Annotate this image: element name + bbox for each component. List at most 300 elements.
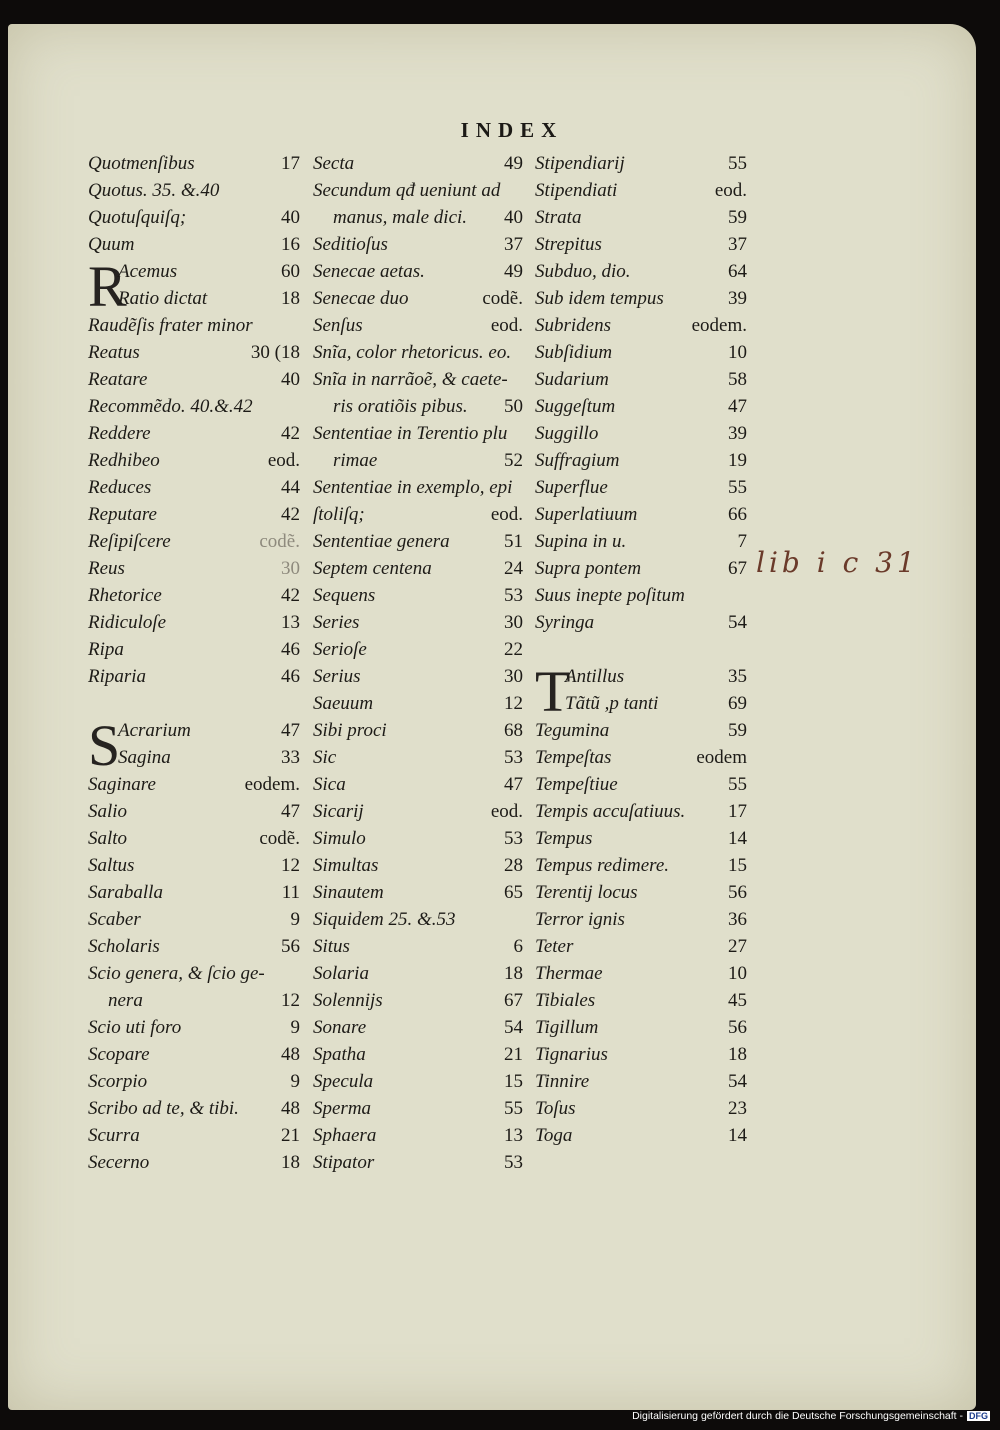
page-reference: 14: [728, 1125, 747, 1146]
page-reference: 21: [504, 1044, 523, 1065]
index-entry: [88, 393, 300, 420]
index-term: Saltus: [88, 855, 135, 876]
page-reference: 42: [281, 423, 300, 444]
page-reference: 33: [281, 747, 300, 768]
index-entry: [313, 987, 523, 1014]
page-reference: 37: [728, 234, 747, 255]
index-entry: [88, 1014, 300, 1041]
index-term: Sphaera: [313, 1125, 377, 1146]
index-term: Tempis accuſatiuus.: [535, 801, 686, 822]
index-term: Teter: [535, 936, 574, 957]
index-term: Rhetorice: [88, 585, 162, 606]
page-reference: 59: [728, 720, 747, 741]
index-term: Ratio dictat: [118, 288, 208, 309]
index-term: Spatha: [313, 1044, 366, 1065]
index-term: Stipendiarij: [535, 153, 625, 174]
index-term: Supina in u.: [535, 531, 627, 552]
index-entry: [535, 393, 747, 420]
index-entry: [313, 1095, 523, 1122]
index-entry: [88, 501, 300, 528]
index-entry: [88, 1068, 300, 1095]
page-reference: 28: [504, 855, 523, 876]
index-column-1: [88, 150, 300, 1176]
index-entry: [313, 717, 523, 744]
page-reference: 53: [504, 747, 523, 768]
index-term: Specula: [313, 1071, 374, 1092]
page-reference: 16: [281, 234, 300, 255]
index-term: Suggeſtum: [535, 396, 616, 417]
page-reference: 59: [728, 207, 747, 228]
index-entry: [88, 636, 300, 663]
index-term: Senecae duo: [313, 288, 409, 309]
index-entry: [118, 285, 300, 312]
index-term: Tignarius: [535, 1044, 608, 1065]
page-reference: 30 (18: [250, 342, 300, 363]
index-entry: [535, 906, 747, 933]
index-term: Saginare: [88, 774, 156, 795]
index-entry: [313, 555, 523, 582]
index-entry: [535, 1095, 747, 1122]
index-entry: [535, 1014, 747, 1041]
index-entry: [88, 528, 300, 555]
page-reference: 64: [728, 261, 747, 282]
index-term: Quotuſquiſq;: [88, 207, 187, 228]
page-reference: 55: [504, 1098, 523, 1119]
index-term: Tinnire: [535, 1071, 590, 1092]
index-column-3: [535, 150, 747, 1149]
index-entry: [313, 636, 523, 663]
index-term: Siquidem 25. &.53: [313, 909, 456, 930]
page-reference: eodem.: [691, 315, 747, 336]
index-term: Suus inepte poſitum: [535, 585, 685, 606]
index-term: Secerno: [88, 1152, 150, 1173]
index-term: Simulo: [313, 828, 366, 849]
index-entry: [535, 717, 747, 744]
index-entry: [88, 474, 300, 501]
page-reference: 11: [281, 882, 300, 903]
index-term: Antillus: [565, 666, 625, 687]
page-reference: 40: [281, 369, 300, 390]
index-term: Sententiae genera: [313, 531, 450, 552]
page-reference: 58: [728, 369, 747, 390]
index-term: Reatare: [88, 369, 148, 390]
page-reference: 46: [281, 666, 300, 687]
index-term: Reddere: [88, 423, 151, 444]
drop-cap-letter: T: [535, 659, 571, 724]
index-term: Quotmenſibus: [88, 153, 195, 174]
page-reference: 12: [281, 990, 300, 1011]
page-reference: 17: [281, 153, 300, 174]
page-reference: 55: [728, 153, 747, 174]
index-term: ris oratiõis pibus.: [333, 396, 468, 417]
index-entry: [118, 744, 300, 771]
index-entry: [313, 420, 523, 447]
index-entry: [313, 150, 523, 177]
page-reference: 53: [504, 585, 523, 606]
index-term: Sententiae in Terentio plu: [313, 423, 508, 444]
index-entry: [313, 1014, 523, 1041]
page-reference: 48: [281, 1044, 300, 1065]
page-reference: 42: [281, 504, 300, 525]
index-term: Scio uti foro: [88, 1017, 182, 1038]
index-term: Reduces: [88, 477, 152, 498]
index-entry: [535, 258, 747, 285]
index-entry: [535, 366, 747, 393]
index-entry: [313, 366, 523, 393]
drop-cap-block-r: [88, 254, 300, 319]
drop-cap-block-t: [535, 659, 747, 724]
drop-cap-letter: R: [88, 254, 127, 319]
index-term: Secundum qđ ueniunt ad: [313, 180, 501, 201]
page-reference: 54: [504, 1017, 523, 1038]
index-term: Sudarium: [535, 369, 609, 390]
page-reference: 27: [728, 936, 747, 957]
page-reference: eod.: [714, 180, 747, 201]
page-reference: 48: [281, 1098, 300, 1119]
index-term: Raudẽſis frater minor: [88, 315, 253, 336]
index-entry: [535, 609, 747, 636]
index-entry: [88, 420, 300, 447]
index-term: rimae: [333, 450, 378, 471]
index-entry: [565, 690, 747, 717]
page-reference: 46: [281, 639, 300, 660]
index-entry: [88, 798, 300, 825]
index-entry: [88, 150, 300, 177]
index-term: Strepitus: [535, 234, 602, 255]
dfg-logo: DFG: [969, 1411, 988, 1421]
index-entry: [313, 798, 523, 825]
page-reference: 7: [737, 531, 747, 552]
index-term: Tibiales: [535, 990, 596, 1011]
index-term: Sibi proci: [313, 720, 387, 741]
page-reference: 45: [728, 990, 747, 1011]
page-reference: eod.: [490, 315, 523, 336]
page-reference: 54: [728, 612, 747, 633]
index-entry: [535, 825, 747, 852]
index-term: manus, male dici.: [333, 207, 468, 228]
index-entry: [88, 555, 300, 582]
index-entry: [313, 204, 523, 231]
index-term: Stipendiati: [535, 180, 618, 201]
page-reference: 67: [728, 558, 747, 579]
page-reference: 12: [504, 693, 523, 714]
page-reference: 9: [290, 1071, 300, 1092]
page-reference: 12: [281, 855, 300, 876]
index-term: Subſidium: [535, 342, 613, 363]
index-entry: [535, 528, 747, 555]
index-term: Sic: [313, 747, 337, 768]
page-reference: 50: [504, 396, 523, 417]
page-reference: 53: [504, 1152, 523, 1173]
index-term: Sonare: [313, 1017, 367, 1038]
index-entry: [118, 717, 300, 744]
handwritten-margin-note: lib i c 31: [756, 546, 919, 579]
page-reference: 15: [504, 1071, 523, 1092]
index-entry: [535, 339, 747, 366]
page-reference: 37: [504, 234, 523, 255]
index-entry: [313, 177, 523, 204]
index-term: Suggillo: [535, 423, 599, 444]
page-reference: 39: [728, 423, 747, 444]
index-term: Reſipiſcere: [88, 531, 171, 552]
index-entry: [88, 1149, 300, 1176]
page-reference: 39: [728, 288, 747, 309]
index-entry: [313, 1122, 523, 1149]
page-reference: 69: [728, 693, 747, 714]
index-entry: [535, 798, 747, 825]
page-reference: 55: [728, 774, 747, 795]
index-entry: [313, 258, 523, 285]
page-reference: 53: [504, 828, 523, 849]
page-reference: 44: [281, 477, 300, 498]
index-entry: [313, 771, 523, 798]
index-entry: [535, 879, 747, 906]
page-reference: 30: [281, 558, 300, 579]
index-term: Subridens: [535, 315, 611, 336]
index-term: Stipator: [313, 1152, 375, 1173]
page-reference: 18: [728, 1044, 747, 1065]
index-column-2: [313, 150, 523, 1176]
index-entry: [313, 690, 523, 717]
index-term: Series: [313, 612, 360, 633]
page-reference: 54: [728, 1071, 747, 1092]
index-entry: [535, 852, 747, 879]
index-entry: [88, 771, 300, 798]
page-reference: 49: [504, 261, 523, 282]
page-reference: 18: [504, 963, 523, 984]
index-term: Serius: [313, 666, 361, 687]
index-term: Reus: [88, 558, 125, 579]
index-entry: [88, 609, 300, 636]
footer-text: Digitalisierung gefördert durch die Deutsche Forschungsgemeinschaft -: [632, 1410, 963, 1422]
page-reference: 65: [504, 882, 523, 903]
index-entry: [88, 312, 300, 339]
index-entry: [313, 744, 523, 771]
page-reference: 30: [504, 612, 523, 633]
index-entry: [535, 987, 747, 1014]
index-term: ſtoliſq;: [313, 504, 365, 525]
page-reference: 9: [290, 909, 300, 930]
index-term: Senſus: [313, 315, 363, 336]
page-reference: eodem.: [244, 774, 300, 795]
drop-cap-letter: S: [88, 713, 121, 778]
index-term: Ridiculoſe: [88, 612, 167, 633]
index-entry: [313, 825, 523, 852]
page-reference: codẽ.: [482, 288, 523, 309]
index-entry: [535, 285, 747, 312]
index-entry: [313, 528, 523, 555]
index-entry: [313, 339, 523, 366]
page-reference: 47: [728, 396, 747, 417]
page-reference: 68: [504, 720, 523, 741]
drop-cap-block-s: [88, 713, 300, 778]
index-term: Septem centena: [313, 558, 432, 579]
index-entry: [535, 933, 747, 960]
page-reference: 18: [281, 288, 300, 309]
index-entry: [88, 987, 300, 1014]
index-entry: [88, 366, 300, 393]
index-entry: [313, 582, 523, 609]
index-entry: [313, 447, 523, 474]
index-term: Sicarij: [313, 801, 364, 822]
page-reference: 67: [504, 990, 523, 1011]
index-term: Toſus: [535, 1098, 576, 1119]
page-reference: 24: [504, 558, 523, 579]
page-reference: 6: [513, 936, 523, 957]
index-term: Sperma: [313, 1098, 372, 1119]
index-term: Simultas: [313, 855, 379, 876]
page-reference: 22: [504, 639, 523, 660]
index-term: Tempus redimere.: [535, 855, 670, 876]
index-term: Acemus: [118, 261, 178, 282]
index-entry: [535, 771, 747, 798]
index-entry: [535, 1041, 747, 1068]
page-reference: 56: [281, 936, 300, 957]
index-entry: [88, 960, 300, 987]
index-term: Situs: [313, 936, 350, 957]
page-reference: 15: [728, 855, 747, 876]
index-entry: [565, 663, 747, 690]
index-term: Scribo ad te, & tibi.: [88, 1098, 239, 1119]
index-term: Thermae: [535, 963, 603, 984]
index-term: Sententiae in exemplo, epi: [313, 477, 513, 498]
index-term: Scorpio: [88, 1071, 148, 1092]
page-reference: eodem: [696, 747, 747, 768]
index-term: Scopare: [88, 1044, 150, 1065]
index-term: Salio: [88, 801, 128, 822]
index-entry: [313, 1149, 523, 1176]
index-term: Solaria: [313, 963, 369, 984]
index-entry: [88, 582, 300, 609]
index-term: Acrarium: [118, 720, 191, 741]
index-term: Tempeſtas: [535, 747, 612, 768]
index-entry: [313, 474, 523, 501]
page-reference: 30: [504, 666, 523, 687]
index-term: Superlatiuum: [535, 504, 638, 525]
index-term: Reputare: [88, 504, 157, 525]
index-term: Serioſe: [313, 639, 367, 660]
index-entry: [88, 339, 300, 366]
index-term: Quum: [88, 234, 135, 255]
page-reference: 9: [290, 1017, 300, 1038]
index-term: Subduo, dio.: [535, 261, 631, 282]
page-reference: 13: [281, 612, 300, 633]
index-term: Senecae aetas.: [313, 261, 425, 282]
page-reference: 13: [504, 1125, 523, 1146]
index-term: Tigillum: [535, 1017, 599, 1038]
index-term: Suffragium: [535, 450, 620, 471]
index-entry: [313, 501, 523, 528]
page-reference: 10: [728, 963, 747, 984]
page-reference: codẽ.: [259, 531, 300, 552]
index-entry: [88, 906, 300, 933]
index-entry: [313, 1068, 523, 1095]
index-term: Sica: [313, 774, 346, 795]
index-term: Snĩa, color rhetoricus. eo.: [313, 342, 512, 363]
digitization-footer: [632, 1410, 990, 1422]
index-entry: [535, 231, 747, 258]
index-entry: [535, 474, 747, 501]
page-reference: eod.: [490, 504, 523, 525]
index-term: Sagina: [118, 747, 171, 768]
index-term: Superflue: [535, 477, 608, 498]
index-term: Syringa: [535, 612, 595, 633]
index-entry: [313, 312, 523, 339]
index-entry: [118, 258, 300, 285]
page-reference: 52: [504, 450, 523, 471]
index-term: Sub idem tempus: [535, 288, 664, 309]
page-reference: 55: [728, 477, 747, 498]
index-term: Scio genera, & ſcio ge-: [88, 963, 265, 984]
index-term: Sequens: [313, 585, 376, 606]
index-term: Riparia: [88, 666, 147, 687]
page-reference: 17: [728, 801, 747, 822]
index-entry: [535, 1068, 747, 1095]
index-entry: [88, 663, 300, 690]
page-reference: 19: [728, 450, 747, 471]
page-reference: 14: [728, 828, 747, 849]
index-entry: [313, 609, 523, 636]
book-page: [8, 24, 976, 1410]
index-term: Strata: [535, 207, 582, 228]
index-term: Seditioſus: [313, 234, 388, 255]
index-term: Saraballa: [88, 882, 163, 903]
page-reference: 42: [281, 585, 300, 606]
page-reference: 47: [281, 720, 300, 741]
index-entry: [535, 582, 747, 609]
index-term: Secta: [313, 153, 355, 174]
index-entry: [535, 501, 747, 528]
index-term: Reatus: [88, 342, 140, 363]
index-entry: [535, 312, 747, 339]
index-entry: [313, 285, 523, 312]
index-entry: [313, 852, 523, 879]
index-term: Tãtũ ,p tanti: [565, 693, 659, 714]
page-reference: 51: [504, 531, 523, 552]
index-term: Scholaris: [88, 936, 160, 957]
index-entry: [313, 663, 523, 690]
index-entry: [88, 1041, 300, 1068]
index-entry: [313, 879, 523, 906]
index-term: Toga: [535, 1125, 573, 1146]
index-entry: [535, 204, 747, 231]
index-entry: [88, 177, 300, 204]
index-term: Salto: [88, 828, 128, 849]
index-entry: [535, 960, 747, 987]
index-term: Saeuum: [313, 693, 374, 714]
page-reference: eod.: [490, 801, 523, 822]
page-title: INDEX: [460, 118, 564, 142]
page-reference: codẽ.: [259, 828, 300, 849]
index-entry: [535, 555, 747, 582]
index-term: Sinautem: [313, 882, 384, 903]
index-entry: [313, 906, 523, 933]
index-term: Ripa: [88, 639, 124, 660]
index-entry: [88, 447, 300, 474]
page-reference: eod.: [267, 450, 300, 471]
page-reference: 10: [728, 342, 747, 363]
index-term: Tegumina: [535, 720, 610, 741]
index-entry: [88, 879, 300, 906]
index-term: Supra pontem: [535, 558, 642, 579]
index-entry: [88, 1122, 300, 1149]
page-reference: 66: [728, 504, 747, 525]
page-reference: 40: [281, 207, 300, 228]
page-reference: 56: [728, 1017, 747, 1038]
page-reference: 47: [281, 801, 300, 822]
index-entry: [88, 1095, 300, 1122]
index-term: Recommẽdo. 40.&.42: [88, 396, 253, 417]
